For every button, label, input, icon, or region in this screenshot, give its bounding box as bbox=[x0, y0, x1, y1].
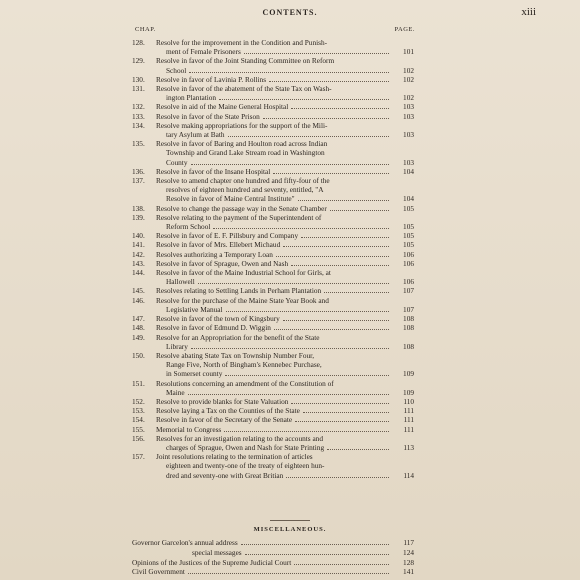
chapter-number: 137. bbox=[132, 176, 145, 186]
entry-text: Memorial to Congress bbox=[156, 424, 222, 434]
dot-leader bbox=[291, 403, 389, 404]
toc-entry bbox=[132, 397, 414, 406]
entry-text: tary Asylum at Bath bbox=[166, 130, 225, 140]
chapter-number: 157. bbox=[132, 452, 145, 462]
chapter-number: 156. bbox=[132, 433, 145, 443]
entry-page: 108 bbox=[403, 314, 414, 324]
toc-entry bbox=[132, 112, 414, 121]
page-header bbox=[0, 8, 580, 24]
entry-text: Resolve in favor of the Maine Industrial School for Girls, at bbox=[156, 268, 331, 278]
entry-page: 103 bbox=[403, 111, 414, 121]
entry-text: Range Five, North of Bingham's Kennebec Purchase, bbox=[166, 360, 322, 370]
toc-entry bbox=[132, 231, 414, 240]
chapter-number: 142. bbox=[132, 249, 145, 259]
chapter-number: 155. bbox=[132, 424, 145, 434]
entry-text: Resolve in favor of Baring and Houlton road across Indian bbox=[156, 139, 328, 149]
entry-text: in Somerset county bbox=[166, 369, 223, 379]
entry-text: ington Plantation bbox=[166, 93, 217, 103]
entry-text: Resolve in favor of the State Prison bbox=[156, 111, 260, 121]
entry-text: Resolve in favor of Maine Central Institute" bbox=[166, 194, 295, 204]
toc-entry bbox=[132, 75, 414, 84]
entry-page: 103 bbox=[403, 157, 414, 167]
toc-entry bbox=[132, 213, 414, 231]
chapter-number: 151. bbox=[132, 378, 145, 388]
chapter-number: 153. bbox=[132, 406, 145, 416]
entry-text: Resolve laying a Tax on the Counties of the State bbox=[156, 406, 300, 416]
chapter-number: 129. bbox=[132, 56, 145, 66]
dot-leader bbox=[225, 375, 389, 376]
chapter-number: 145. bbox=[132, 286, 145, 296]
dot-leader bbox=[327, 449, 389, 450]
entry-text: Hallowell bbox=[166, 277, 195, 287]
toc-entry bbox=[132, 415, 414, 424]
entry-text: Resolve in favor of Lavinia P. Rollins bbox=[156, 74, 267, 84]
entry-text: County bbox=[166, 157, 188, 167]
chapter-number: 134. bbox=[132, 120, 145, 130]
entry-page: 107 bbox=[403, 286, 414, 296]
dot-leader bbox=[295, 421, 389, 422]
entry-page: 114 bbox=[403, 470, 414, 480]
entry-text: Resolutions concerning an amendment of the Constitution of bbox=[156, 378, 334, 388]
entry-page: 106 bbox=[403, 277, 414, 287]
chapter-number: 144. bbox=[132, 268, 145, 278]
entry-text: School bbox=[166, 65, 187, 75]
entry-text: Resolves relating to Settling Lands in Perham Plantation bbox=[156, 286, 322, 296]
entry-text: Resolve in aid of the Maine General Hospital bbox=[156, 102, 289, 112]
dot-leader bbox=[241, 544, 389, 545]
entry-page: 103 bbox=[403, 102, 414, 112]
entry-page: 106 bbox=[403, 258, 414, 268]
chapter-number: 149. bbox=[132, 332, 145, 342]
misc-entry bbox=[132, 567, 414, 577]
toc-entry bbox=[132, 250, 414, 259]
chapter-number: 143. bbox=[132, 258, 145, 268]
dot-leader bbox=[191, 348, 389, 349]
misc-page: 128 bbox=[403, 557, 414, 567]
misc-entry bbox=[132, 538, 414, 548]
entry-page: 108 bbox=[403, 341, 414, 351]
toc-entry bbox=[132, 240, 414, 249]
dot-leader bbox=[263, 118, 389, 119]
dot-leader bbox=[283, 320, 389, 321]
section-divider bbox=[270, 520, 310, 521]
entry-text: Township and Grand Lake Stream road in Washington bbox=[166, 148, 325, 158]
toc-entry bbox=[132, 139, 414, 167]
entry-text: dred and seventy-one with Great Britian bbox=[166, 470, 284, 480]
misc-entry bbox=[132, 558, 414, 568]
entry-text: Resolve in favor of the Insane Hospital bbox=[156, 166, 271, 176]
toc-entry bbox=[132, 434, 414, 452]
entry-text: eighteen and twenty-one of the treaty of eighteen hun- bbox=[166, 461, 325, 471]
entry-page: 113 bbox=[403, 442, 414, 452]
dot-leader bbox=[189, 72, 389, 73]
dot-leader bbox=[224, 431, 389, 432]
chapter-number: 133. bbox=[132, 111, 145, 121]
toc-entry bbox=[132, 56, 414, 74]
misc-text: Governor Garcelon's annual address bbox=[132, 538, 238, 547]
toc-entry bbox=[132, 204, 414, 213]
toc-entry bbox=[132, 406, 414, 415]
dot-leader bbox=[273, 173, 389, 174]
entry-page: 111 bbox=[403, 424, 414, 434]
dot-leader bbox=[219, 99, 389, 100]
entry-text: Resolve in favor of Sprague, Owen and Nash bbox=[156, 258, 289, 268]
toc-entry bbox=[132, 314, 414, 323]
toc-entry bbox=[132, 38, 414, 56]
entry-page: 106 bbox=[403, 249, 414, 259]
entry-text: Resolve to amend chapter one hundred and fifty-four of the bbox=[156, 176, 330, 186]
toc-entry bbox=[132, 121, 414, 139]
chapter-number: 147. bbox=[132, 314, 145, 324]
misc-heading: MISCELLANEOUS. bbox=[253, 526, 327, 533]
entry-text: Resolve in favor of the Joint Standing Committee on Reform bbox=[156, 56, 335, 66]
dot-leader bbox=[213, 228, 389, 229]
entry-page: 108 bbox=[403, 323, 414, 333]
entry-text: Resolve abating State Tax on Township Number Four, bbox=[156, 350, 315, 360]
chapter-number: 139. bbox=[132, 212, 145, 222]
entry-text: Resolve for the purchase of the Maine State Year Book and bbox=[156, 295, 329, 305]
dot-leader bbox=[291, 108, 389, 109]
toc-entry bbox=[132, 333, 414, 351]
entry-text: Resolve to change the passage way in the Senate Chamber bbox=[156, 203, 327, 213]
entry-page: 107 bbox=[403, 304, 414, 314]
chapter-number: 138. bbox=[132, 203, 145, 213]
entry-text: Resolve in favor of the town of Kingsbury bbox=[156, 314, 280, 324]
entry-page: 102 bbox=[403, 74, 414, 84]
entry-text: Resolve in favor of Edmund D. Wiggin bbox=[156, 323, 271, 333]
entry-text: charges of Sprague, Owen and Nash for State Printing bbox=[166, 442, 325, 452]
entry-page: 102 bbox=[403, 65, 414, 75]
dot-leader bbox=[226, 311, 389, 312]
entry-page: 105 bbox=[403, 222, 414, 232]
chapter-number: 148. bbox=[132, 323, 145, 333]
entry-text: Library bbox=[166, 341, 188, 351]
dot-leader bbox=[228, 136, 389, 137]
entry-text: Resolve in favor of the abatement of the State Tax on Wash- bbox=[156, 84, 332, 94]
toc-entry bbox=[132, 351, 414, 379]
misc-list bbox=[132, 538, 414, 577]
chapter-number: 135. bbox=[132, 139, 145, 149]
entry-text: resolves of eighteen hundred and seventy, entitled, "A bbox=[166, 185, 324, 195]
chapter-number: 152. bbox=[132, 396, 145, 406]
column-headings bbox=[135, 26, 415, 36]
toc-entry bbox=[132, 286, 414, 295]
chapter-number: 154. bbox=[132, 415, 145, 425]
entry-text: ment of Female Prisoners bbox=[166, 47, 241, 57]
toc-entry bbox=[132, 452, 414, 480]
entry-text: Resolve to provide blanks for State Valuation bbox=[156, 396, 289, 406]
entry-page: 104 bbox=[403, 166, 414, 176]
misc-page: 117 bbox=[403, 538, 414, 547]
entry-page: 105 bbox=[403, 203, 414, 213]
contents-list bbox=[132, 38, 414, 480]
entry-text: Resolve making appropriations for the support of the Mili- bbox=[156, 120, 328, 130]
toc-entry bbox=[132, 176, 414, 204]
dot-leader bbox=[303, 412, 389, 413]
toc-entry bbox=[132, 268, 414, 286]
misc-text: Civil Government bbox=[132, 567, 185, 577]
misc-text: special messages bbox=[192, 547, 242, 557]
chapter-number: 150. bbox=[132, 350, 145, 360]
toc-entry bbox=[132, 379, 414, 397]
entry-page: 111 bbox=[403, 415, 414, 425]
toc-entry bbox=[132, 259, 414, 268]
entry-text: Legislative Manual bbox=[166, 304, 223, 314]
entry-text: Resolve in favor of Mrs. Ellebert Michaud bbox=[156, 240, 281, 250]
entry-page: 111 bbox=[403, 406, 414, 416]
chapter-number: 130. bbox=[132, 74, 145, 84]
toc-entry bbox=[132, 296, 414, 314]
dot-leader bbox=[298, 200, 389, 201]
dot-leader bbox=[276, 256, 389, 257]
dot-leader bbox=[301, 237, 389, 238]
entry-page: 105 bbox=[403, 231, 414, 241]
toc-entry bbox=[132, 425, 414, 434]
entry-page: 102 bbox=[403, 93, 414, 103]
toc-entry bbox=[132, 102, 414, 111]
dot-leader bbox=[188, 394, 389, 395]
chapter-number: 128. bbox=[132, 38, 145, 47]
chapter-number: 141. bbox=[132, 240, 145, 250]
dot-leader bbox=[269, 81, 389, 82]
chapter-number: 132. bbox=[132, 102, 145, 112]
entry-text: Resolve for the improvement in the Condition and Punish- bbox=[156, 38, 328, 47]
entry-text: Resolves for an investigation relating to the accounts and bbox=[156, 433, 323, 443]
dot-leader bbox=[274, 329, 389, 330]
misc-page: 141 bbox=[403, 567, 414, 577]
chapter-number: 136. bbox=[132, 166, 145, 176]
dot-leader bbox=[198, 283, 389, 284]
page-number: xiii bbox=[521, 6, 536, 18]
page-heading: PAGE. bbox=[394, 26, 415, 33]
chap-heading: CHAP. bbox=[135, 26, 156, 33]
misc-page: 124 bbox=[403, 547, 414, 557]
entry-text: Resolve for an Appropriation for the benefit of the State bbox=[156, 332, 320, 342]
entry-text: Resolve relating to the payment of the Superintendent of bbox=[156, 212, 322, 222]
dot-leader bbox=[291, 265, 389, 266]
entry-text: Resolves authorizing a Temporary Loan bbox=[156, 249, 273, 259]
dot-leader bbox=[283, 246, 389, 247]
entry-page: 105 bbox=[403, 240, 414, 250]
entry-text: Resolve in favor of E. F. Pillsbury and Company bbox=[156, 231, 299, 241]
misc-text: Opinions of the Justices of the Supreme Judicial Court bbox=[132, 557, 292, 567]
dot-leader bbox=[324, 292, 389, 293]
entry-page: 103 bbox=[403, 130, 414, 140]
chapter-number: 146. bbox=[132, 295, 145, 305]
chapter-number: 140. bbox=[132, 231, 145, 241]
chapter-number: 131. bbox=[132, 84, 145, 94]
entry-text: Resolve in favor of the Secretary of the Senate bbox=[156, 415, 293, 425]
entry-page: 110 bbox=[403, 396, 414, 406]
dot-leader bbox=[191, 164, 390, 165]
entry-page: 109 bbox=[403, 387, 414, 397]
entry-page: 109 bbox=[403, 369, 414, 379]
toc-entry bbox=[132, 323, 414, 332]
toc-entry bbox=[132, 167, 414, 176]
entry-page: 104 bbox=[403, 194, 414, 204]
entry-text: Reform School bbox=[166, 222, 211, 232]
dot-leader bbox=[245, 554, 389, 555]
dot-leader bbox=[188, 573, 389, 574]
dot-leader bbox=[330, 210, 389, 211]
dot-leader bbox=[294, 564, 389, 565]
dot-leader bbox=[286, 477, 389, 478]
entry-page: 101 bbox=[403, 47, 414, 57]
toc-entry bbox=[132, 84, 414, 102]
misc-entry bbox=[132, 548, 414, 558]
page-title: CONTENTS. bbox=[262, 8, 318, 17]
dot-leader bbox=[244, 53, 389, 54]
entry-text: Joint resolutions relating to the termination of articles bbox=[156, 452, 313, 462]
entry-text: Maine bbox=[166, 387, 185, 397]
